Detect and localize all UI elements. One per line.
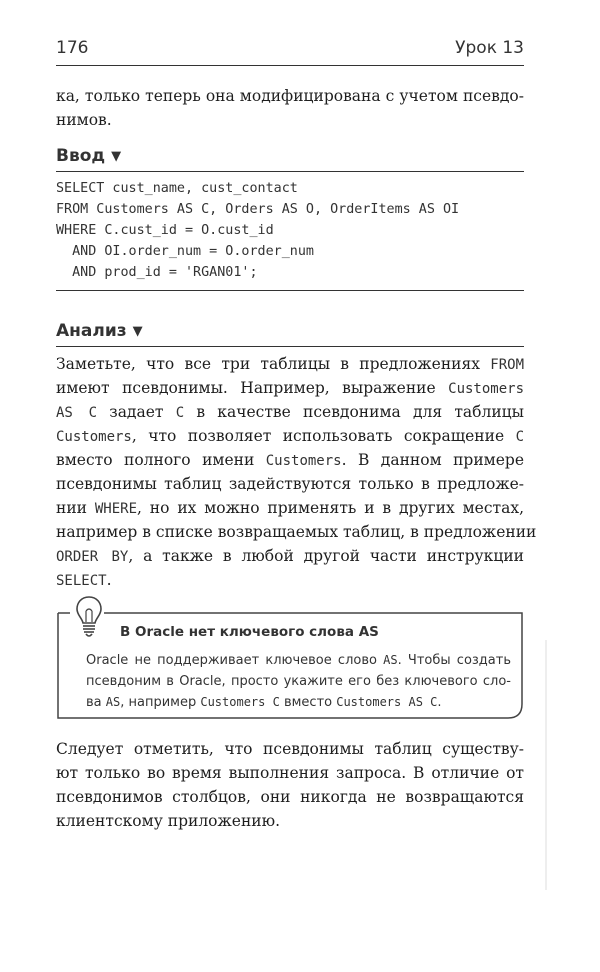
closing-line: ют только во время выполнения запроса. В отличие от	[56, 764, 524, 782]
chapter-title: Урок 13	[455, 38, 524, 58]
analysis-rule	[56, 346, 524, 347]
analysis-line: ORDER BY, а также в любой другой части инструкции	[56, 547, 524, 565]
lightbulb-icon	[74, 594, 104, 640]
code-block	[56, 178, 524, 283]
analysis-line: имеют псевдонимы. Например, выражение Customers	[56, 379, 524, 397]
code-line: AND prod_id = 'RGAN01';	[56, 265, 258, 280]
analysis-line: AS C задает C в качестве псевдонима для таблицы	[56, 403, 524, 421]
closing-line: Следует отметить, что псевдонимы таблиц существу-	[56, 740, 524, 758]
page-number: 176	[56, 38, 89, 58]
input-heading-label: Ввод	[56, 146, 106, 166]
analysis-line: SELECT.	[56, 571, 112, 589]
closing-line: клиентскому приложению.	[56, 812, 281, 830]
intro-paragraph	[56, 84, 524, 132]
intro-line: нимов.	[56, 111, 112, 129]
tip-title: В Oracle нет ключевого слова AS	[120, 624, 379, 640]
page-header	[56, 38, 524, 62]
analysis-line: например в списке возвращаемых таблиц, в предложении	[56, 523, 537, 541]
analysis-heading-label: Анализ	[56, 321, 127, 341]
analysis-paragraph	[56, 352, 537, 592]
tip-body	[86, 650, 511, 713]
tip-box	[56, 610, 524, 720]
tip-line: ва AS, например Customers C вместо Customers AS C.	[86, 695, 442, 710]
triangle-down-icon: ▼	[132, 324, 143, 339]
analysis-line: вместо полного имени Customers. В данном примере	[56, 451, 524, 469]
analysis-heading	[56, 321, 524, 345]
intro-line: ка, только теперь она модифицирована с учетом псевдо-	[56, 87, 524, 105]
analysis-line: нии WHERE, но их можно применять и в других местах,	[56, 499, 524, 517]
input-rule-top	[56, 171, 524, 172]
tip-line: Oracle не поддерживает ключевое слово AS. Чтобы создать	[86, 653, 511, 668]
code-line: WHERE C.cust_id = O.cust_id	[56, 223, 274, 238]
page-edge-shadow	[545, 640, 547, 890]
input-heading	[56, 146, 524, 170]
tip-line: псевдоним в Oracle, просто укажите его без ключевого сло-	[86, 674, 511, 689]
triangle-down-icon: ▼	[111, 149, 122, 164]
closing-paragraph	[56, 737, 524, 833]
code-line: SELECT cust_name, cust_contact	[56, 181, 298, 196]
code-line: FROM Customers AS C, Orders AS O, OrderItems AS OI	[56, 202, 460, 217]
closing-line: псевдонимов столбцов, они никогда не возвращаются	[56, 788, 524, 806]
analysis-line: Customers, что позволяет использовать сокращение C	[56, 427, 524, 445]
input-rule-bottom	[56, 290, 524, 291]
header-rule	[56, 65, 524, 66]
code-line: AND OI.order_num = O.order_num	[56, 244, 314, 259]
analysis-line: псевдонимы таблиц задействуются только в предложе-	[56, 475, 524, 493]
analysis-line: Заметьте, что все три таблицы в предложениях FROM	[56, 355, 524, 373]
